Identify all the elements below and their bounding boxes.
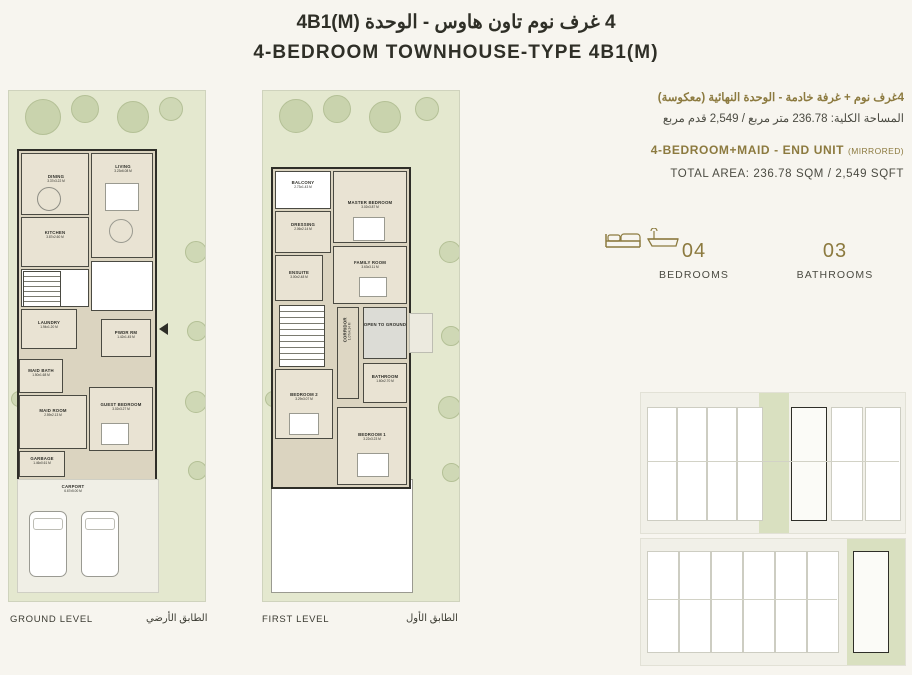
unit-area-english: TOTAL AREA: 236.78 SQM / 2,549 SQFT	[670, 168, 904, 180]
staircase-ground	[23, 271, 61, 307]
tree-icon	[188, 461, 206, 480]
key-plan-unit	[865, 407, 901, 521]
key-plan-unit	[679, 551, 711, 653]
key-plan-unit	[707, 407, 737, 521]
room-maid	[19, 395, 87, 449]
tree-icon	[185, 391, 206, 413]
staircase-first	[279, 305, 325, 367]
unit-type-mirrored-note: (MIRRORED)	[848, 146, 904, 156]
tree-icon	[442, 463, 460, 482]
room-label-maid: MAID ROOM 2.59x2.13 M	[39, 408, 67, 417]
bed-icon	[604, 230, 642, 250]
room-label-bathroom: BATHROOM 1.60x2.70 M	[371, 374, 399, 383]
first-level-floorplan	[262, 90, 460, 602]
key-plan-unit-highlighted	[791, 407, 827, 521]
bedrooms-count: 04	[681, 240, 707, 262]
key-plan-unit	[775, 551, 807, 653]
tree-icon	[185, 241, 206, 263]
room-label-corridor: CORRIDOR 1.07x4.14 M	[342, 317, 352, 343]
tree-icon	[279, 99, 313, 133]
room-label-bedroom-1: BEDROOM 1 3.22x3.23 M	[358, 432, 386, 441]
key-plan-upper	[640, 392, 906, 534]
room-label-ensuite: ENSUITE 3.00x2.48 M	[288, 270, 310, 279]
bed-icon	[289, 413, 319, 435]
car-icon	[81, 511, 119, 577]
bedrooms-label: BEDROOMS	[658, 269, 730, 281]
coffee-table-icon	[109, 219, 133, 243]
tree-icon	[187, 321, 206, 341]
key-plan-unit-highlighted	[853, 551, 889, 653]
tree-icon	[441, 326, 460, 346]
bathrooms-label: BATHROOMS	[796, 269, 874, 281]
sofa-icon	[105, 183, 139, 211]
key-plan-unit	[677, 407, 707, 521]
key-plan-divider	[647, 461, 899, 462]
tree-icon	[439, 241, 460, 263]
first-level-caption-ar: الطابق الأول	[406, 613, 458, 624]
room-dressing	[275, 211, 331, 253]
key-plan-unit	[647, 407, 677, 521]
sofa-icon	[359, 277, 387, 297]
tree-icon	[438, 396, 460, 419]
room-label-master-bedroom: MASTER BEDROOM 3.02x3.87 M	[347, 200, 393, 209]
dining-table-icon	[37, 187, 61, 211]
bed-icon	[357, 453, 389, 477]
ground-level-caption-en: GROUND LEVEL	[10, 614, 93, 625]
key-plan-green-strip	[759, 393, 789, 533]
ground-level-caption-ar: الطابق الأرضي	[146, 613, 208, 624]
room-label-bedroom-2: BEDROOM 2 3.29x3.07 M	[290, 392, 318, 401]
car-icon	[29, 511, 67, 577]
tree-icon	[117, 101, 149, 133]
unit-type-english	[604, 138, 904, 163]
tree-icon	[415, 97, 439, 121]
page-header	[0, 10, 912, 68]
bed-icon	[101, 423, 129, 445]
room-label-powder: PWDR RM 1.42x1.45 M	[114, 330, 138, 339]
room-label-balcony: BALCONY 2.73x1.43 M	[291, 180, 315, 189]
room-open-to-ground	[363, 307, 407, 359]
room-label-guest-bedroom: GUEST BEDROOM 3.02x3.27 M	[100, 402, 142, 411]
unit-counters	[604, 228, 904, 298]
key-plan-divider	[647, 599, 837, 600]
room-label-dressing: DRESSING 2.06x2.14 M	[290, 222, 316, 231]
room-label-dining: DINING 3.37x3.22 M	[47, 174, 65, 183]
key-plan-unit	[711, 551, 743, 653]
bathrooms-counter	[780, 240, 890, 281]
room-label-maid-bath: MAID BATH 1.50x1.68 M	[28, 368, 54, 377]
room-balcony	[275, 171, 331, 209]
hall-ground	[91, 261, 153, 311]
unit-type-arabic: 4غرف نوم + غرفة خادمة - الوحدة النهائية (معكوسة)	[657, 92, 904, 104]
key-plan-unit	[807, 551, 839, 653]
tree-icon	[323, 95, 351, 123]
room-label-carport: CARPORT 6.67x5.00 M	[61, 484, 85, 493]
key-plan-unit	[737, 407, 763, 521]
bathrooms-count: 03	[822, 240, 848, 262]
room-label-living: LIVING 3.23x6.08 M	[114, 164, 132, 173]
tree-icon	[25, 99, 61, 135]
unit-type-english-text: 4-BEDROOM+MAID - END UNIT	[650, 143, 845, 157]
room-kitchen	[21, 217, 89, 267]
unit-info-panel	[604, 88, 904, 185]
room-label-garbage: GARBAGE 1.46x0.61 M	[30, 456, 54, 465]
unit-area-arabic: المساحة الكلية: 236.78 متر مربع / 2,549 قدم مربع	[662, 113, 904, 125]
key-plan-unit	[743, 551, 775, 653]
tree-icon	[71, 95, 99, 123]
key-plan-unit	[647, 551, 679, 653]
page-title-english: 4-BEDROOM TOWNHOUSE-TYPE 4B1(M)	[253, 42, 659, 63]
ground-level-floorplan	[8, 90, 206, 602]
first-level-caption-en: FIRST LEVEL	[262, 614, 330, 625]
room-label-laundry: LAUNDRY 1.94x1.20 M	[37, 320, 61, 329]
room-label-kitchen: KITCHEN 3.87x2.60 M	[44, 230, 66, 239]
tree-icon	[369, 101, 401, 133]
room-label-family: FAMILY ROOM 3.63x3.11 M	[353, 260, 387, 269]
key-plan-lower	[640, 538, 906, 666]
entry-arrow-icon	[159, 323, 168, 335]
bed-icon	[353, 217, 385, 241]
room-label-open-to-ground: OPEN TO GROUND	[363, 322, 407, 327]
bedrooms-counter	[646, 240, 742, 281]
page-title-arabic: 4 غرف نوم تاون هاوس - الوحدة (M)4B1	[296, 12, 616, 33]
key-plan-unit	[831, 407, 863, 521]
roof-projection	[409, 313, 433, 353]
tree-icon	[159, 97, 183, 121]
terrace-outline	[271, 479, 413, 593]
